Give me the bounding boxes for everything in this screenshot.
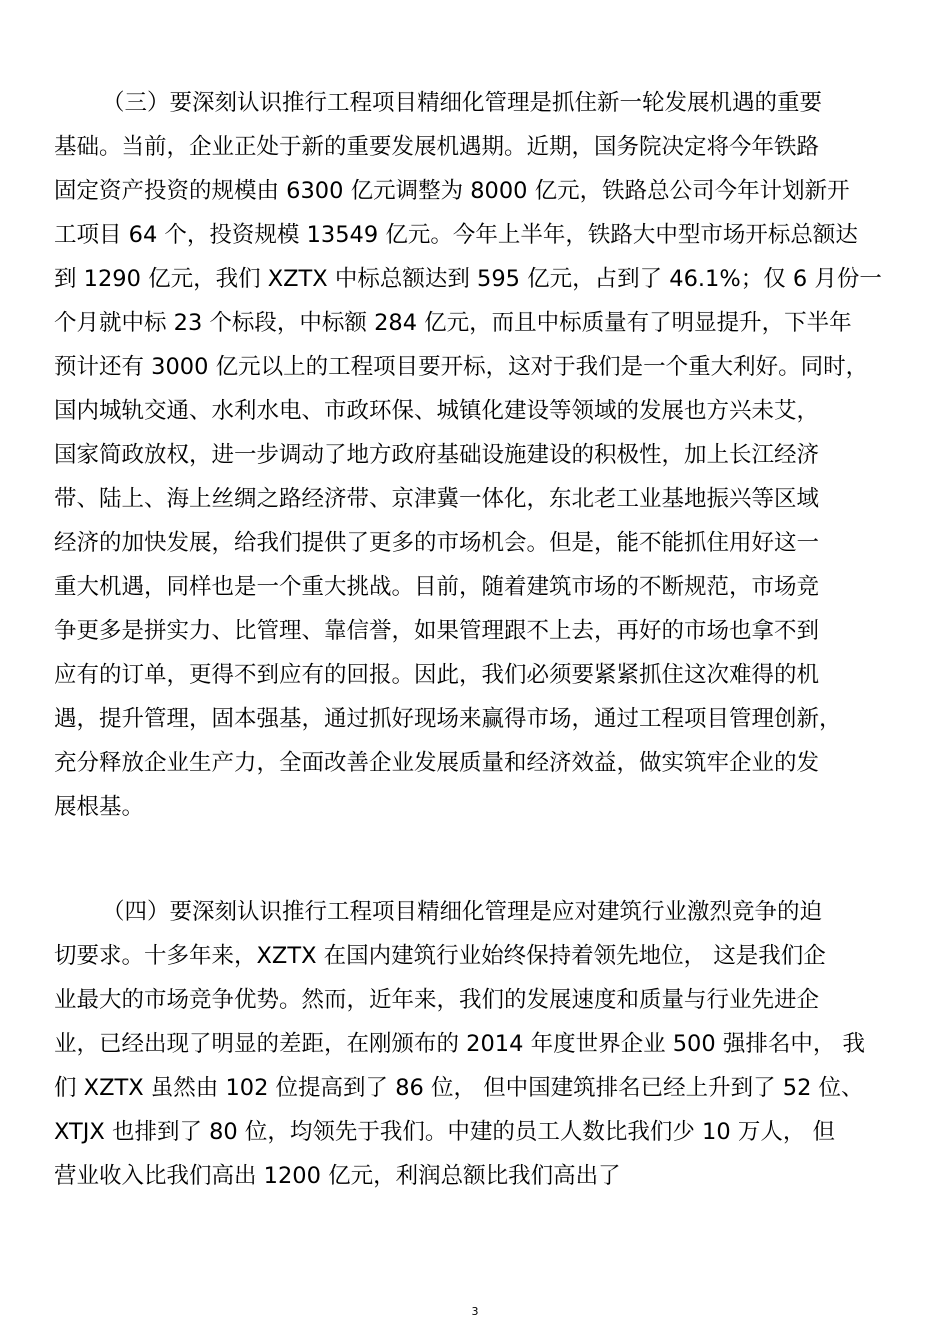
paragraph-line: 业最大的市场竞争优势。然而，近年来，我们的发展速度和质量与行业先进企 bbox=[54, 987, 820, 1013]
paragraph-line: 经济的加快发展，给我们提供了更多的市场机会。但是，能不能抓住用好这一 bbox=[54, 530, 820, 556]
paragraph-section-4 bbox=[54, 890, 914, 1198]
paragraph-line: 切要求。十多年来，XZTX 在国内建筑行业始终保持着领先地位， 这是我们企 bbox=[54, 943, 826, 969]
paragraph-line: 应有的订单，更得不到应有的回报。因此，我们必须要紧紧抓住这次难得的机 bbox=[54, 662, 820, 688]
paragraph-line: 国家简政放权，进一步调动了地方政府基础设施建设的积极性，加上长江经济 bbox=[54, 442, 820, 468]
paragraph-section-3 bbox=[54, 81, 914, 829]
paragraph-line: 基础。当前，企业正处于新的重要发展机遇期。近期，国务院决定将今年铁路 bbox=[54, 134, 820, 160]
page-number: 3 bbox=[471, 1305, 479, 1318]
paragraph-line: 个月就中标 23 个标段，中标额 284 亿元，而且中标质量有了明显提升，下半年 bbox=[54, 310, 852, 336]
paragraph-line: 固定资产投资的规模由 6300 亿元调整为 8000 亿元，铁路总公司今年计划新开 bbox=[54, 178, 850, 204]
paragraph-line: 们 XZTX 虽然由 102 位提高到了 86 位， 但中国建筑排名已经上升到了 52 位、 bbox=[54, 1075, 864, 1101]
paragraph-line: 展根基。 bbox=[54, 794, 145, 820]
paragraph-line: 国内城轨交通、水利水电、市政环保、城镇化建设等领域的发展也方兴未艾， bbox=[54, 398, 820, 424]
paragraph-line: 遇，提升管理，固本强基，通过抓好现场来赢得市场，通过工程项目管理创新， bbox=[54, 706, 842, 732]
paragraph-line: 重大机遇，同样也是一个重大挑战。目前，随着建筑市场的不断规范，市场竞 bbox=[54, 574, 820, 600]
paragraph-line: 预计还有 3000 亿元以上的工程项目要开标，这对于我们是一个重大利好。同时， bbox=[54, 354, 869, 380]
paragraph-line: XTJX 也排到了 80 位，均领先于我们。中建的员工人数比我们少 10 万人， 但 bbox=[54, 1119, 835, 1145]
paragraph-line: （四）要深刻认识推行工程项目精细化管理是应对建筑行业激烈竞争的迫 bbox=[102, 899, 823, 925]
paragraph-line: 带、陆上、海上丝绸之路经济带、京津冀一体化，东北老工业基地振兴等区域 bbox=[54, 486, 820, 512]
paragraph-line: 充分释放企业生产力，全面改善企业发展质量和经济效益，做实筑牢企业的发 bbox=[54, 750, 820, 776]
paragraph-line: 争更多是拼实力、比管理、靠信誉，如果管理跟不上去，再好的市场也拿不到 bbox=[54, 618, 820, 644]
paragraph-line: 到 1290 亿元，我们 XZTX 中标总额达到 595 亿元，占到了 46.1%；仅 6 月份一 bbox=[54, 266, 882, 292]
paragraph-line: 业，已经出现了明显的差距，在刚颁布的 2014 年度世界企业 500 强排名中， 我 bbox=[54, 1031, 865, 1057]
paragraph-line: 营业收入比我们高出 1200 亿元，利润总额比我们高出了 bbox=[54, 1163, 621, 1189]
paragraph-line: 工项目 64 个，投资规模 13549 亿元。今年上半年，铁路大中型市场开标总额达 bbox=[54, 222, 858, 248]
paragraph-line: （三）要深刻认识推行工程项目精细化管理是抓住新一轮发展机遇的重要 bbox=[102, 90, 823, 116]
